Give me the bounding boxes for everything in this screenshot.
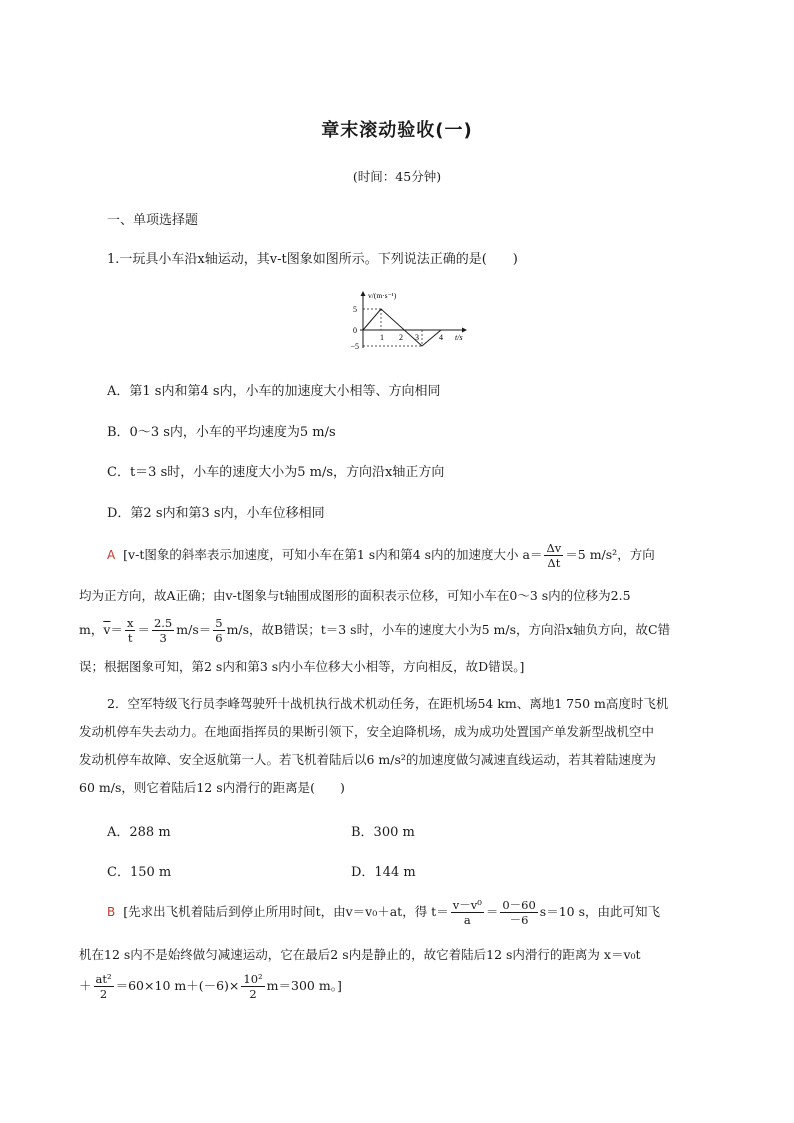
x-tick-1: 1 — [380, 333, 384, 342]
time-limit: (时间：45分钟) — [352, 169, 442, 184]
q2-explanation-line3 — [79, 972, 342, 1001]
q1-option-c: C．t＝3 s时，小车的速度大小为5 m/s，方向沿x轴正方向 — [107, 465, 445, 480]
fraction-denominator: 6 — [215, 631, 223, 645]
q2-exp-text: ＝ — [485, 904, 499, 919]
q2-stem-line3: 发动机停车故障、安全返航第一人。若飞机着陆后以6 m/s²的加速度做匀减速直线运动，若其着陆速度为 — [79, 752, 656, 767]
fraction-numerator: v－v⁰ — [452, 898, 482, 912]
y-axis-label: v/(m·s⁻¹) — [368, 291, 397, 300]
q1-frac-x-t — [125, 616, 136, 645]
fraction-denominator: 3 — [159, 631, 167, 645]
q2-exp-text: [先求出飞机着陆后到停止所用时间t，由v＝v₀＋at，得 t＝ — [123, 904, 449, 919]
y-tick-m5: −5 — [350, 342, 359, 351]
q1-option-b: B．0～3 s内，小车的平均速度为5 m/s — [107, 425, 336, 440]
section-heading: 一、单项选择题 — [107, 213, 199, 228]
q2-frac-102 — [241, 972, 264, 1001]
q1-explanation-line1 — [107, 541, 655, 570]
y-tick-0: 0 — [353, 326, 357, 335]
q2-stem-line1: 2．空军特级飞行员李峰驾驶歼十战机执行战术机动任务，在距机场54 km、离地1 750 m高度时飞机 — [107, 696, 669, 711]
q2-option-a: A．288 m — [107, 825, 171, 840]
q1-exp-text: ＝5 m/s²，方向 — [565, 547, 655, 562]
q2-explanation-line1 — [107, 898, 660, 927]
fraction-numerator: x — [126, 616, 134, 630]
q1-explanation-line3 — [79, 616, 670, 645]
fraction-denominator: －6 — [509, 913, 529, 927]
fraction-numerator: Δv — [546, 541, 562, 555]
q1-accel-fraction — [544, 541, 563, 570]
fraction-numerator: 2.5 — [153, 616, 173, 630]
q2-frac-time — [451, 898, 484, 927]
q1-exp-text: m， — [79, 622, 104, 637]
q2-option-b: B．300 m — [351, 825, 415, 840]
q1-exp-text: ＝ — [110, 622, 123, 637]
x-tick-3: 3 — [415, 333, 419, 342]
fraction-denominator: 2 — [249, 987, 257, 1001]
q2-stem-line4: 60 m/s，则它着陆后12 s内滑行的距离是( ) — [79, 780, 345, 795]
fraction-denominator: Δt — [547, 556, 561, 570]
q1-answer-letter: A — [107, 548, 116, 562]
q2-exp-text: m＝300 m。] — [266, 978, 342, 993]
fraction-numerator: at² — [95, 972, 112, 986]
q1-option-d: D．第2 s内和第3 s内，小车位移相同 — [107, 506, 325, 521]
q2-exp-text: s＝10 s，由此可知飞 — [539, 904, 660, 919]
x-tick-2: 2 — [399, 333, 403, 342]
avg-velocity-symbol: $\overline{v}$ — [103, 622, 111, 637]
fraction-denominator: 2 — [99, 987, 108, 1001]
q2-option-c: C．150 m — [107, 865, 172, 880]
q1-frac-5-6 — [213, 616, 224, 645]
q2-exp-text: ＋ — [79, 978, 92, 993]
x-axis-arrow — [462, 328, 467, 333]
q1-exp-text: ＝ — [137, 622, 150, 637]
fraction-numerator: 0－60 — [502, 898, 536, 912]
fraction-denominator: a — [463, 913, 471, 927]
q2-frac-values — [500, 898, 537, 927]
fraction-denominator: t — [127, 631, 133, 645]
x-axis-label: t/s — [455, 333, 463, 342]
x-tick-4: 4 — [439, 333, 443, 342]
q1-frac-25-3 — [152, 616, 174, 645]
q2-frac-at2 — [94, 972, 114, 1001]
vt-graph — [350, 288, 470, 352]
fraction-numerator: 5 — [215, 616, 223, 630]
q1-exp-text: m/s，故B错误；t＝3 s时，小车的速度大小为5 m/s，方向沿x轴负方向，故C错 — [226, 622, 671, 637]
q1-exp-text: m/s＝ — [176, 622, 212, 637]
fraction-numerator: 10² — [243, 972, 263, 986]
q1-explanation-line4: 误；根据图象可知，第2 s内和第3 s内小车位移大小相等，方向相反，故D错误。] — [79, 659, 525, 674]
q2-explanation-line2: 机在12 s内不是始终做匀减速运动，它在最后2 s内是静止的，故它着陆后12 s内滑行的距离为 x＝v₀t — [79, 947, 641, 962]
q2-stem-line2: 发动机停车失去动力。在地面指挥员的果断引领下，安全迫降机场，成为成功处置国产单发新型战机空中 — [79, 724, 655, 739]
q2-exp-text: ＝60×10 m＋(－6)× — [115, 978, 240, 993]
q2-option-d: D．144 m — [351, 865, 416, 880]
q1-exp-text: [v-t图象的斜率表示加速度，可知小车在第1 s内和第4 s内的加速度大小 a＝ — [123, 547, 543, 562]
y-tick-5: 5 — [353, 305, 357, 314]
q1-explanation-line2: 均为正方向，故A正确；由v-t图象与t轴围成图形的面积表示位移，可知小车在0～3 s内的位移为2.5 — [79, 588, 631, 603]
page-title: 章末滚动验收(一) — [321, 120, 473, 141]
q2-answer-letter: B — [107, 905, 116, 919]
q1-option-a: A．第1 s内和第4 s内，小车的加速度大小相等、方向相同 — [107, 384, 441, 399]
q1-stem: 1.一玩具小车沿x轴运动，其v-t图象如图所示。下列说法正确的是( ) — [107, 252, 518, 267]
y-axis-arrow — [361, 291, 366, 296]
